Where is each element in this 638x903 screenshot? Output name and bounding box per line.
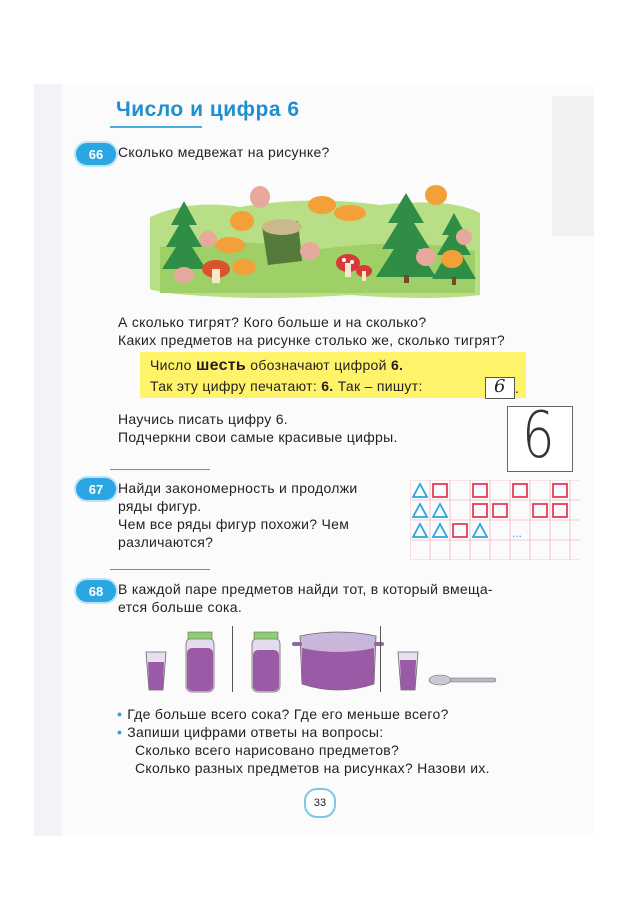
task-68-q2: Сколько разных предметов на рисунках? Назови их. — [135, 760, 490, 776]
bullet1-text: Где больше всего сока? Где его меньше всего? — [127, 706, 449, 722]
glass-icon — [398, 652, 418, 690]
print-digit: 6. — [321, 378, 334, 394]
big-six: 6 — [522, 406, 555, 472]
written-six: 6 — [494, 376, 506, 397]
bullet2-text: Запиши цифрами ответы на вопросы: — [127, 724, 384, 740]
print-text: Так эту цифру печатают: — [150, 378, 318, 394]
task-68-q1: Сколько всего нарисовано предметов? — [135, 742, 400, 758]
title-underline — [110, 126, 202, 128]
task-67-line4: различаются? — [118, 534, 214, 550]
section-divider — [110, 469, 210, 470]
task-68-bullet1 — [117, 705, 449, 724]
task-67-line2: ряды фигур. — [118, 498, 202, 514]
juice-containers-illustration — [140, 626, 500, 696]
task-68-badge: 68 — [76, 580, 116, 602]
written-six-box — [485, 377, 515, 399]
pot-icon — [292, 632, 384, 690]
pattern-grid — [410, 480, 580, 560]
pair-divider — [232, 626, 233, 692]
task-67-line1: Найди закономерность и продолжи — [118, 480, 358, 496]
rule-word-shest: шесть — [195, 357, 247, 374]
bullet-icon: • — [117, 724, 123, 740]
rule-line1 — [150, 356, 403, 375]
spoon-icon — [429, 675, 496, 685]
task-66-badge: 66 — [76, 143, 116, 165]
rule-text-a: Число — [150, 357, 192, 373]
page-title: Число и цифра 6 — [116, 98, 300, 121]
page-edge — [34, 84, 62, 836]
task-66-line2: Каких предметов на рисунке столько же, сколько тигрят? — [118, 332, 506, 348]
written-six-dot: . — [515, 380, 520, 396]
rule-text-b: обозначают цифрой — [250, 357, 387, 373]
jar-icon — [252, 632, 280, 692]
practice-line1: Научись писать цифру 6. — [118, 411, 288, 427]
page-edge-right — [552, 96, 594, 236]
task-68-line2: ется больше сока. — [118, 599, 243, 615]
square-icon — [433, 484, 567, 537]
task-67-line3: Чем все ряды фигур похожи? Чем — [118, 516, 350, 532]
write-text: Так – пишут: — [337, 378, 423, 394]
bullet-icon: • — [117, 706, 123, 722]
task-67-badge: 67 — [76, 478, 116, 500]
task-66-question: Сколько медвежат на рисунке? — [118, 144, 330, 160]
continue-dots: ... — [512, 526, 523, 540]
section-divider — [110, 569, 210, 570]
big-six-box — [507, 406, 573, 472]
pair-divider — [380, 626, 381, 692]
rule-digit: 6. — [390, 357, 404, 373]
rule-line2 — [150, 377, 423, 396]
forest-illustration — [150, 177, 480, 301]
task-68-bullet2 — [117, 723, 383, 742]
page-number: 33 — [304, 788, 336, 818]
practice-line2: Подчеркни свои самые красивые цифры. — [118, 429, 398, 445]
jar-icon — [186, 632, 214, 692]
glass-icon — [146, 652, 166, 690]
task-68-line1: В каждой паре предметов найди тот, в который вмеща- — [118, 581, 493, 597]
task-66-line1: А сколько тигрят? Кого больше и на сколько? — [118, 314, 427, 330]
